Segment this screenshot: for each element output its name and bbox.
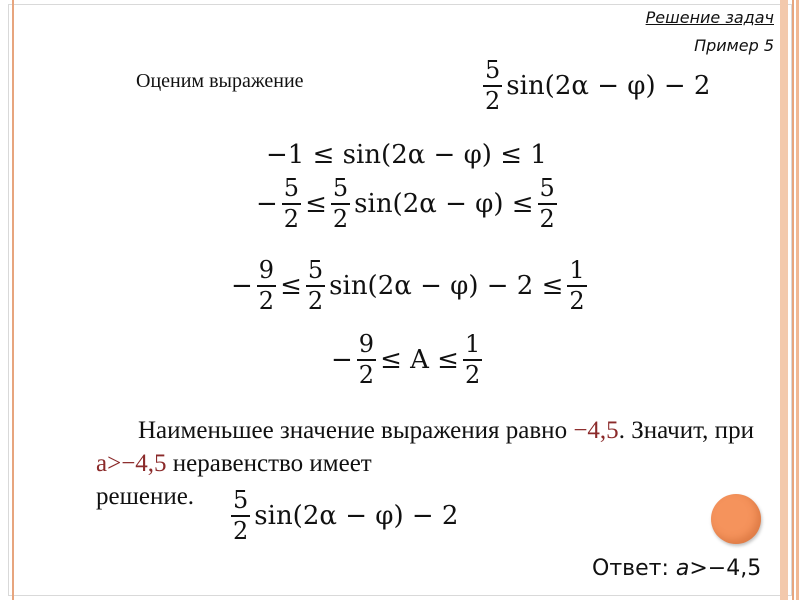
fraction: $\frac{1}{2}$ — [569, 256, 585, 316]
fraction: $\frac{5}{2}$ — [307, 256, 324, 316]
fraction: $\frac{5}{2}$ — [539, 174, 555, 234]
fraction: $\frac{1}{2}$ — [464, 330, 481, 390]
conclusion-part-3: неравенство имеет — [172, 450, 372, 477]
condition: a>−4,5 — [96, 450, 167, 477]
conclusion-part-2: . Значит, при — [618, 417, 754, 444]
left-decor-stripe — [12, 0, 14, 600]
inequality-line-3: − $\frac{9}{2}$ ≤ $\frac{5}{2}$ sin(2α − φ) − 2 ≤ $\frac{1}{2}$ — [231, 256, 585, 316]
fraction: $\frac{5}{2}$ — [332, 174, 349, 234]
right-decor-stripe-wide — [780, 0, 788, 600]
fraction: $\frac{5}{2}$ — [233, 486, 249, 546]
header-subtitle: Пример 5 — [694, 36, 774, 55]
inequality-line-2: − $\frac{5}{2}$ ≤ $\frac{5}{2}$ sin(2α − φ) ≤ $\frac{5}{2}$ — [256, 174, 555, 234]
right-decor-stripe-thin — [792, 0, 794, 600]
min-value: −4,5 — [573, 417, 619, 444]
conclusion-part-4: решение. — [96, 483, 195, 510]
answer-label: Ответ: — [592, 556, 669, 581]
expression-rest: sin(2α − φ) − 2 — [254, 501, 459, 532]
expression-rest: sin(2α − φ) − 2 — [506, 71, 711, 102]
fraction: $\frac{9}{2}$ — [258, 256, 275, 316]
decorative-circle — [711, 494, 761, 544]
fraction: $\frac{9}{2}$ — [358, 330, 375, 390]
fraction: $\frac{5}{2}$ — [485, 56, 501, 116]
header-title[interactable]: Решение задач — [645, 8, 774, 27]
expression-bottom — [228, 488, 459, 544]
intro-text: Оценим выражение — [136, 70, 304, 92]
expression-top — [480, 58, 711, 114]
inequality-line-4: − $\frac{9}{2}$ ≤ A ≤ $\frac{1}{2}$ — [331, 330, 481, 390]
inequality-line-1: −1 ≤ sin(2α − φ) ≤ 1 — [266, 140, 547, 170]
answer-variable: a — [675, 556, 690, 581]
answer-value: >−4,5 — [689, 556, 762, 581]
right-decor-stripe-edge — [796, 0, 799, 600]
conclusion-part-1: Наименьшее значение выражения равно — [138, 417, 568, 444]
fraction: $\frac{5}{2}$ — [283, 174, 300, 234]
answer — [592, 556, 761, 581]
